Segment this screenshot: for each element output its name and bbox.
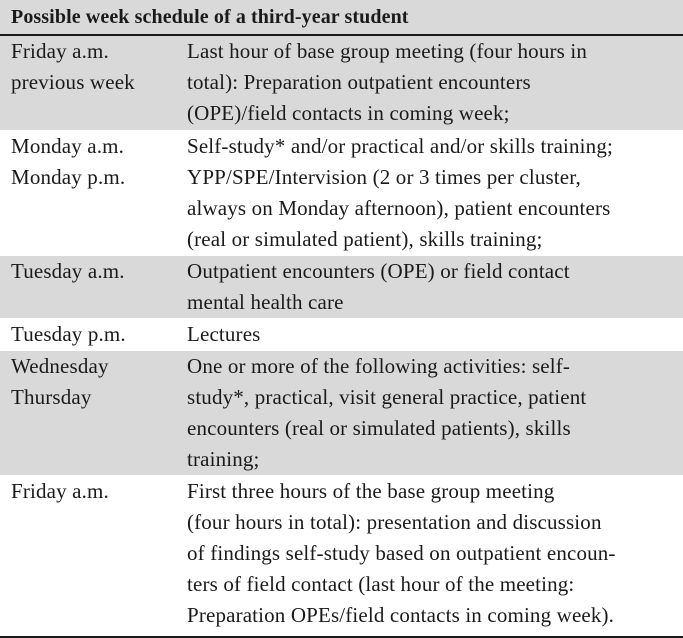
day-label: Monday a.m. (11, 133, 125, 158)
activity-cell (187, 475, 683, 637)
day-label: previous week (11, 70, 135, 94)
activity-cell (187, 318, 683, 350)
schedule-grid (0, 36, 683, 638)
day-label: Tuesday a.m. (11, 258, 125, 283)
table-row (0, 36, 683, 130)
activity-text: study*, practical, visit general practice, patient (187, 384, 587, 409)
activity-text: Self-study* and/or practical and/or skills training; (187, 133, 613, 158)
activity-text: (OPE)/field contacts in coming week; (187, 101, 510, 125)
activity-text: training; (187, 446, 260, 471)
activity-text: total): Preparation outpatient encounters (187, 70, 531, 94)
table-row (0, 130, 683, 255)
table-caption: Possible week schedule of a third-year student (0, 0, 683, 36)
activity-text: (four hours in total): presentation and discussion (187, 509, 602, 534)
table-row (0, 318, 683, 350)
activity-text: Last hour of base group meeting (four hours in (187, 39, 587, 63)
table-row (0, 350, 683, 475)
activity-text: One or more of the following activities: self- (187, 353, 571, 378)
activity-text: mental health care (187, 289, 344, 314)
activity-text: always on Monday afternoon), patient encounters (187, 195, 611, 220)
activity-text: First three hours of the base group meeting (187, 478, 555, 503)
day-label: Thursday (11, 384, 92, 409)
day-cell (0, 255, 187, 318)
activity-text: ters of field contact (last hour of the meeting: (187, 571, 575, 596)
activity-cell (187, 36, 683, 130)
day-cell (0, 318, 187, 350)
day-label: Wednesday (11, 353, 109, 378)
activity-text: YPP/SPE/Intervision (2 or 3 times per cluster, (187, 164, 581, 189)
day-label: Monday p.m. (11, 164, 126, 189)
activity-text: of findings self-study based on outpatient encoun- (187, 540, 616, 565)
activity-cell (187, 350, 683, 475)
activity-text: Lectures (187, 321, 261, 346)
day-label: Friday a.m. (11, 39, 109, 63)
activity-cell (187, 255, 683, 318)
activity-text: encounters (real or simulated patients), skills (187, 415, 571, 440)
table-row (0, 255, 683, 318)
day-cell (0, 475, 187, 637)
day-cell (0, 130, 187, 255)
activity-text: Preparation OPEs/field contacts in coming week). (187, 602, 615, 627)
table-row (0, 475, 683, 637)
day-cell (0, 350, 187, 475)
activity-text: Outpatient encounters (OPE) or field contact (187, 258, 570, 283)
day-cell (0, 36, 187, 130)
schedule-rows (0, 36, 683, 637)
day-label: Friday a.m. (11, 478, 109, 503)
activity-cell (187, 130, 683, 255)
day-label: Tuesday p.m. (11, 321, 126, 346)
activity-text: (real or simulated patient), skills training; (187, 226, 543, 251)
